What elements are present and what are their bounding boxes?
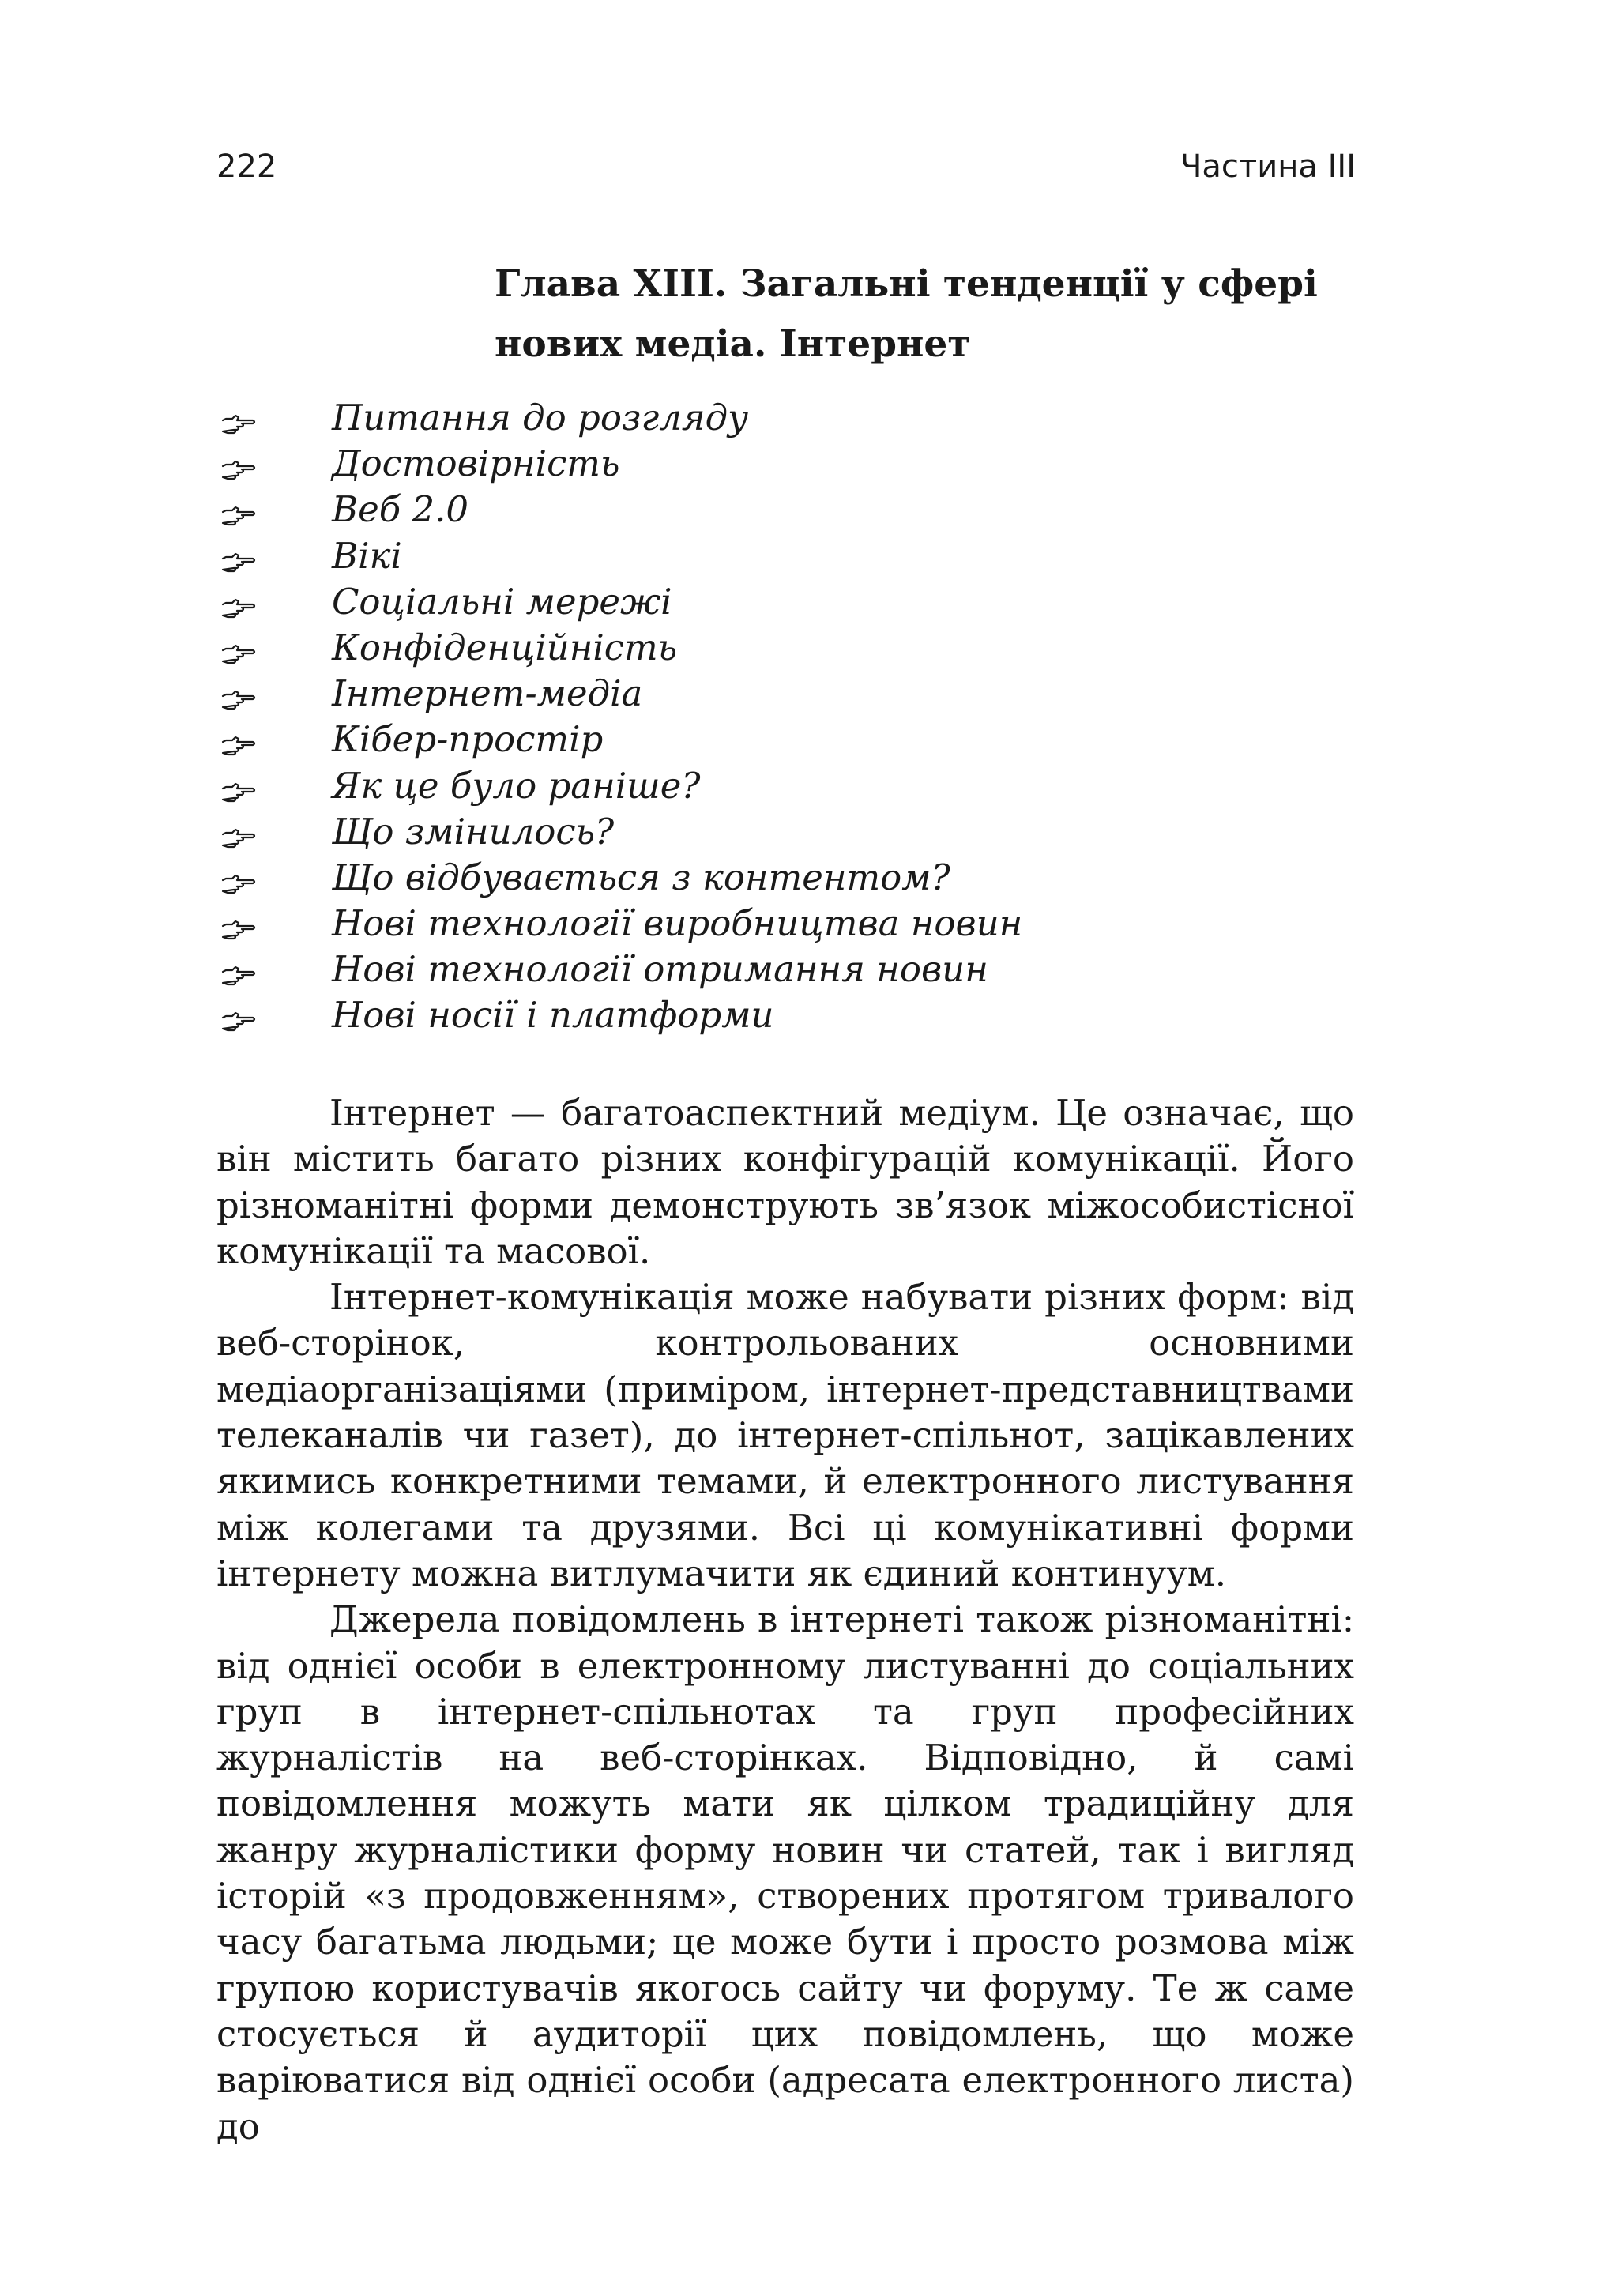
pointing-hand-icon	[221, 496, 258, 523]
question-text: Достовірність	[332, 442, 620, 485]
question-text: Інтернет-медіа	[332, 672, 643, 715]
pointing-hand-icon	[221, 910, 258, 937]
question-item	[221, 671, 1327, 717]
running-head	[0, 149, 1618, 196]
question-text: Що відбувається з контентом?	[332, 856, 950, 898]
question-item	[221, 579, 1327, 625]
question-item	[221, 947, 1327, 992]
question-text: Нові носії і платформи	[332, 994, 774, 1037]
question-item	[221, 992, 1327, 1038]
question-item	[221, 855, 1327, 901]
chapter-title	[495, 254, 1364, 375]
question-item	[221, 395, 1327, 441]
body-paragraph: Інтернет — багатоаспектний медіум. Це означає, що він містить багато різних конфігурацій комунікації. Його різноманітні форми демонструють зв’язок міжособистісної комунікації та масової.	[216, 1092, 1354, 1272]
pointing-hand-icon	[221, 956, 258, 983]
part-title: Частина ІІІ	[1180, 149, 1356, 185]
question-item	[221, 763, 1327, 809]
pointing-hand-icon	[221, 1002, 258, 1029]
pointing-hand-icon	[221, 726, 258, 753]
chapter-title-line-1: Глава XIII. Загальні тенденції у сфері	[495, 262, 1318, 306]
pointing-hand-icon	[221, 450, 258, 477]
questions-list	[221, 395, 1327, 1039]
pointing-hand-icon	[221, 773, 258, 800]
pointing-hand-icon	[221, 680, 258, 707]
question-item	[221, 441, 1327, 487]
pointing-hand-icon	[221, 864, 258, 891]
question-text: Веб 2.0	[332, 488, 469, 531]
question-text: Кібер-простір	[332, 718, 604, 761]
question-text: Нові технології отримання новин	[332, 948, 988, 991]
body-paragraph: Інтернет-комунікація може набувати різних форм: від веб-сторінок, контрольованих основними медіаорганізаціями (приміром, інтернет-представництвами телеканалів чи газет), до інтернет-спільнот, зацікавлених якимись конкретними темами, й електронного листування між колегами та друзями. Всі ці комунікативні форми інтернету можна витлумачити як єдиний континуум.	[216, 1276, 1354, 1594]
question-item	[221, 625, 1327, 671]
pointing-hand-icon	[221, 819, 258, 845]
pointing-hand-icon	[221, 405, 258, 431]
question-text: Як це було раніше?	[332, 764, 701, 807]
question-text: Соціальні мережі	[332, 580, 672, 623]
question-text: Питання до розгляду	[332, 397, 749, 438]
question-item	[221, 533, 1327, 579]
pointing-hand-icon	[221, 634, 258, 661]
question-item	[221, 717, 1327, 762]
question-text: Конфіденційність	[332, 626, 678, 668]
question-text: Вікі	[332, 534, 402, 577]
body-text	[216, 1090, 1354, 2150]
question-text: Нові технології виробництва новин	[332, 902, 1023, 945]
question-item	[221, 809, 1327, 855]
body-paragraph: Джерела повідомлень в інтернеті також різноманітні: від однієї особи в електронному листуванні до соціальних груп в інтернет-спільнотах та груп професійних журналістів на веб-сторінках. Відповідно, й самі повідомлення можуть мати як цілком традиційну для жанру журналістики форму новин чи статей, так і вигляд історій «з продовженням», створених протягом тривалого часу багатьма людьми; це може бути і просто розмова між групою користувачів якогось сайту чи форуму. Те ж саме стосується й аудиторії цих повідомлень, що може варіюватися від однієї особи (адресата електронного листа) до	[216, 1598, 1354, 2147]
question-item	[221, 487, 1327, 533]
page-number: 222	[216, 149, 277, 185]
pointing-hand-icon	[221, 589, 258, 615]
pointing-hand-icon	[221, 543, 258, 570]
chapter-title-line-2: нових медіа. Інтернет	[495, 322, 971, 366]
question-text: Що змінилось?	[332, 810, 615, 853]
question-item	[221, 901, 1327, 947]
